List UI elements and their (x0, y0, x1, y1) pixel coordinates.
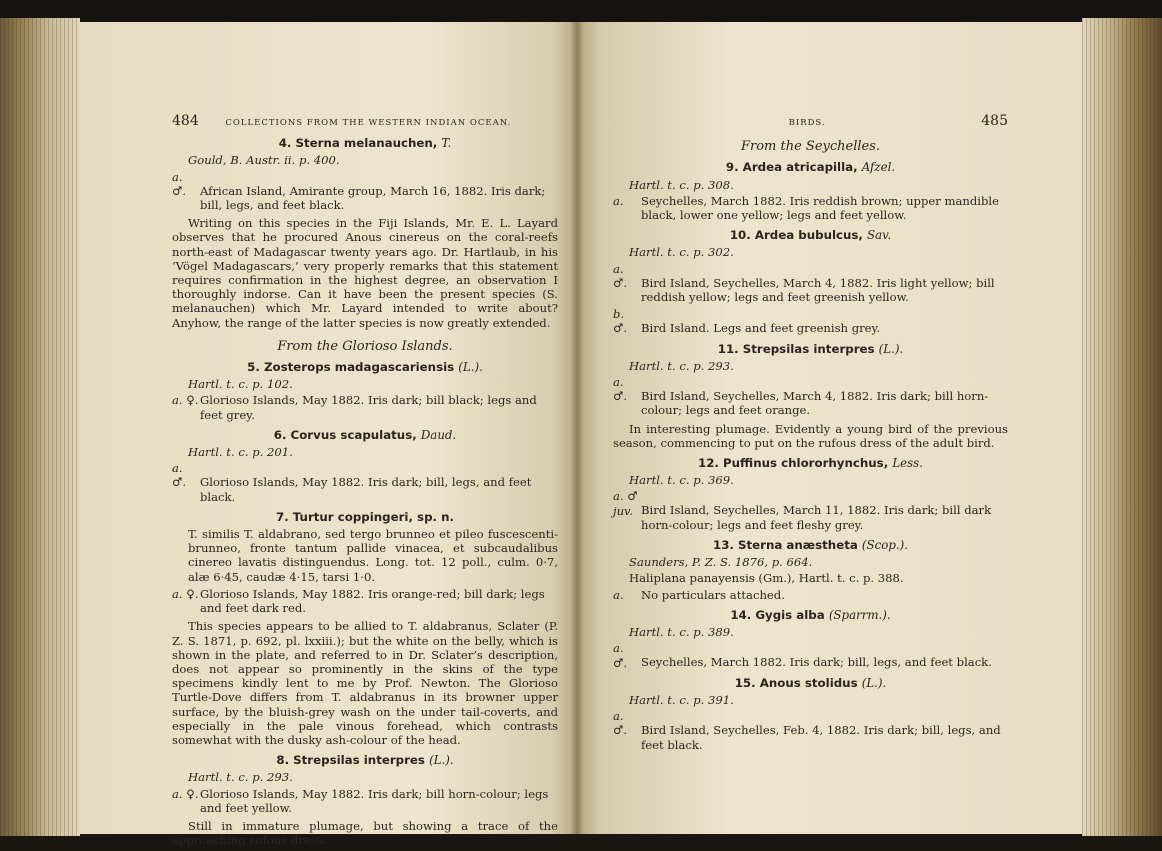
reference-line: Hartl. t. c. p. 369. (629, 473, 734, 488)
specimen-details: Glorioso Islands, May 1882. Iris dark; bill horn-colour; legs and feet yellow. (200, 786, 549, 815)
species-authority: T. (441, 136, 452, 151)
reference-line: Haliplana panayensis (Gm.), Hartl. t. c. p. 388. (629, 571, 904, 586)
specimen-details: Bird Island, Seychelles, March 4, 1882. Iris dark; bill horn-colour; legs and feet orange. (641, 389, 989, 418)
species-authority: Less. (892, 456, 923, 471)
species-authority: (L.). (861, 675, 887, 690)
reference-line: Hartl. t. c. p. 201. (188, 445, 293, 460)
species-heading (613, 342, 1008, 356)
specimen-entry (613, 588, 1008, 602)
species-heading (613, 456, 1008, 470)
specimen-entry (613, 489, 1008, 532)
species-authority: (Sparrm.). (828, 607, 891, 622)
species-heading (172, 753, 558, 767)
species-heading (172, 360, 558, 374)
left-page-content (172, 114, 558, 851)
section-heading: From the Seychelles. (740, 139, 881, 155)
specimen-label: a. ♂. (613, 641, 628, 670)
specimen-details: Bird Island, Seychelles, Feb. 4, 1882. Iris dark; bill, legs, and feet black. (641, 723, 1001, 752)
specimen-details: Seychelles, March 1882. Iris reddish brown; upper mandible black, lower one yellow; legs and feet yellow. (641, 193, 999, 223)
paragraph: Still in immature plumage, but showing a trace of the approaching rufous dress. (172, 818, 558, 848)
species-name: 13. Sterna anæstheta (713, 538, 858, 553)
left-body (172, 136, 558, 847)
specimen-label: a. ♂ juv. (613, 489, 638, 518)
species-name: 4. Sterna melanauchen, (278, 136, 438, 151)
specimen-details: Glorioso Islands, May 1882. Iris dark; bill, legs, and feet black. (200, 475, 532, 504)
species-name: 9. Ardea atricapilla, (725, 160, 858, 175)
species-name: 6. Corvus scapulatus, (273, 427, 417, 442)
specimen-label: a. (613, 587, 624, 602)
reference-line: Gould, B. Austr. ii. p. 400. (188, 153, 340, 168)
reference-line: Hartl. t. c. p. 391. (629, 692, 734, 707)
book-gutter (570, 22, 584, 834)
species-authority: (Scop.). (861, 538, 908, 553)
species-authority: (L.). (458, 360, 483, 375)
species-heading (172, 136, 558, 150)
species-name: 11. Strepsilas interpres (717, 341, 875, 356)
reference-line: Saunders, P. Z. S. 1876, p. 664. (629, 555, 813, 570)
species-authority: (L.). (878, 341, 904, 356)
specimen-entry (613, 641, 1008, 669)
specimen-label: a. ♂. (172, 461, 187, 490)
paragraph: Writing on this species in the Fiji Islands, Mr. E. L. Layard observes that he procured Anous cinereus on the coral-reefs north-east of Madagascar twenty years ago. Dr. Hartlaub, in his ‘Vögel Madagascars,’ very properly remarks that this statement requires confirmation in the highest degree, an observation I thoroughly indorse. Can it have been the present species (S. melanauchen) which Mr. Layard intended to write about? Anyhow, the range of the latter species is now greatly extended. (172, 216, 558, 330)
species-name: 7. Turtur coppingeri, sp. n. (276, 509, 454, 524)
specimen-label: a. ♂. (613, 709, 628, 738)
specimen-details: No particulars attached. (641, 587, 785, 602)
specimen-label: b. ♂. (613, 307, 628, 336)
background-top (0, 0, 1162, 22)
right-body (613, 140, 1008, 752)
species-name: 10. Ardea bubulcus, (729, 228, 863, 243)
specimen-details: Bird Island. Legs and feet greenish grey. (641, 321, 881, 336)
species-heading (172, 428, 558, 442)
species-name: 8. Strepsilas interpres (276, 753, 425, 768)
specimen-label: a. ♂. (613, 261, 628, 290)
species-heading (613, 608, 1008, 622)
species-heading (613, 228, 1008, 242)
reference-line: Hartl. t. c. p. 293. (188, 770, 293, 785)
specimen-label: a. ♂. (613, 375, 628, 404)
specimen-entry (613, 709, 1008, 752)
species-heading (613, 160, 1008, 174)
specimen-details: African Island, Amirante group, March 16, 1882. Iris dark; bill, legs, and feet black. (200, 183, 546, 213)
left-running-header (172, 114, 558, 130)
specimen-label: a. ♂. (172, 169, 187, 198)
species-authority: Daud. (420, 427, 457, 442)
paragraph: In interesting plumage. Evidently a young bird of the previous season, commencing to put on the rufous dress of the adult bird. (613, 421, 1008, 450)
right-running-header (613, 114, 1008, 130)
reference-line: Hartl. t. c. p. 102. (188, 377, 293, 392)
specimen-entry (172, 787, 558, 815)
species-name: 12. Puffinus chlororhynchus, (698, 456, 889, 471)
specimen-details: Glorioso Islands, May 1882. Iris orange-red; bill dark; legs and feet dark red. (200, 586, 545, 616)
specimen-label: a. ♀. (172, 786, 199, 801)
specimen-entry (172, 461, 558, 504)
specimen-label: a. ♀. (172, 586, 199, 601)
latin-diagnosis: T. similis T. aldabrano, sed tergo brunneo et pileo fuscescenti-brunneo, fronte tantum pallide vinacea, et subcaudalibus cinereo lavatis distinguendus. Long. tot. 12 poll., culm. 0·7, alæ 6·45, caudæ 4·15, tarsi 1·0. (188, 527, 558, 584)
species-heading (613, 538, 1008, 552)
left-header-title: COLLECTIONS FROM THE WESTERN INDIAN OCEAN. (225, 118, 512, 128)
species-name: 15. Anous stolidus (734, 675, 858, 690)
specimen-entry (172, 170, 558, 213)
paragraph: This species appears to be allied to T. aldabranus, Sclater (P. Z. S. 1871, p. 692, pl. lxxiii.); but the white on the belly, which is shown in the plate, and referred to in Dr. Sclater’s description, does not appear so prominently in the skins of the type specimens kindly lent to me by Prof. Newton. The Glorioso Turtle-Dove differs from T. aldabranus in its browner upper surface, by the bluish-grey wash on the under tail-coverts, and especially in the pale vinous forehead, which contrasts somewhat with the dusky ash-colour of the head. (172, 619, 558, 747)
right-page (577, 22, 1082, 834)
right-page-number: 485 (981, 113, 1008, 129)
species-authority: (L.). (429, 753, 454, 768)
species-name: 14. Gygis alba (730, 607, 825, 622)
species-heading (172, 510, 558, 524)
specimen-entry (172, 587, 558, 615)
specimen-entry (613, 262, 1008, 305)
specimen-entry (613, 375, 1008, 418)
specimen-entry (172, 393, 558, 421)
species-authority: Sav. (867, 228, 892, 243)
right-page-edges (1082, 18, 1162, 836)
specimen-details: Seychelles, March 1882. Iris dark; bill, legs, and feet black. (641, 655, 992, 670)
reference-line: Hartl. t. c. p. 302. (629, 245, 734, 260)
reference-line: Hartl. t. c. p. 293. (629, 358, 734, 373)
specimen-details: Bird Island, Seychelles, March 11, 1882. Iris dark; bill dark horn-colour; legs and feet fleshy grey. (641, 503, 992, 532)
right-page-content (613, 114, 1008, 755)
specimen-label: a. ♀. (172, 393, 199, 408)
right-header-title: BIRDS. (788, 118, 826, 128)
specimen-details: Glorioso Islands, May 1882. Iris dark; bill black; legs and feet grey. (200, 393, 537, 422)
species-heading (613, 676, 1008, 690)
specimen-entry (613, 194, 1008, 222)
section-heading: From the Glorioso Islands. (277, 338, 453, 354)
left-page-edges (0, 18, 80, 836)
reference-line: Hartl. t. c. p. 389. (629, 625, 734, 640)
species-name: 5. Zosterops madagascariensis (247, 360, 455, 375)
left-page-number: 484 (172, 113, 199, 129)
specimen-entry (613, 307, 1008, 335)
specimen-details: Bird Island, Seychelles, March 4, 1882. Iris light yellow; bill reddish yellow; legs and feet greenish yellow. (641, 275, 995, 305)
specimen-label: a. (613, 193, 624, 208)
left-page (80, 22, 577, 848)
reference-line: Hartl. t. c. p. 308. (629, 177, 734, 192)
species-authority: Afzel. (861, 160, 896, 175)
